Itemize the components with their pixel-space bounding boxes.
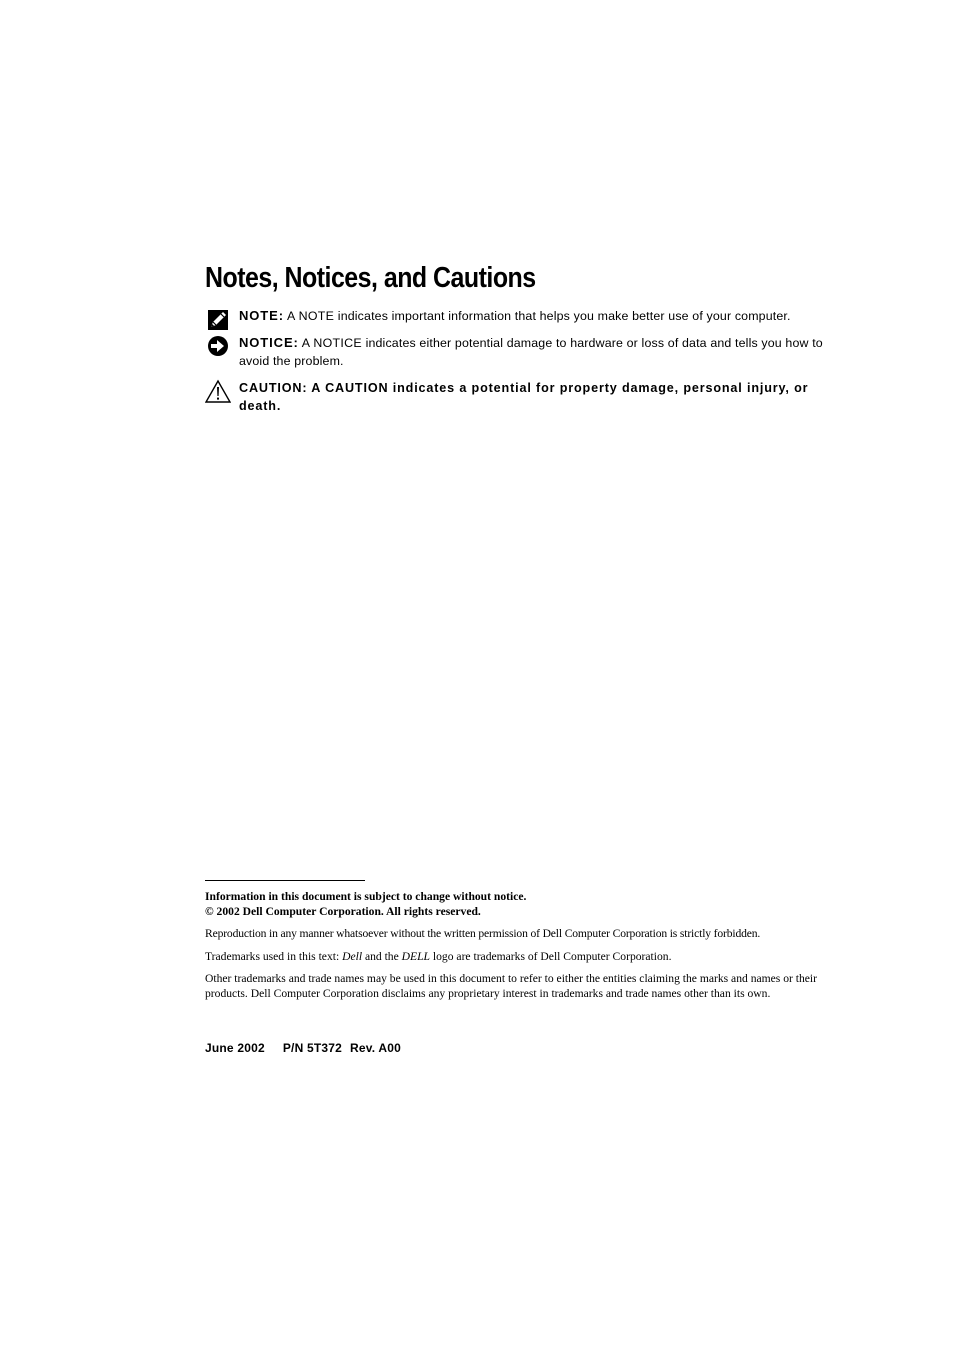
- publication-date: June 2002: [205, 1041, 265, 1055]
- caution-body: A CAUTION indicates a potential for property damage, personal injury, or death.: [239, 381, 809, 413]
- trademarks-suffix: logo are trademarks of Dell Computer Corporation.: [430, 950, 672, 963]
- change-notice: Information in this document is subject to change without notice.: [205, 890, 527, 903]
- trademark-dell-logo: DELL: [401, 950, 431, 963]
- part-info: [205, 1040, 401, 1056]
- caution-label: CAUTION:: [239, 381, 308, 395]
- part-number: P/N 5T372: [282, 1041, 343, 1055]
- trademarks-middle: and the: [362, 950, 402, 963]
- trademark-dell: Dell: [342, 950, 363, 963]
- note-keyword: A NOTE: [286, 309, 335, 323]
- note-admonition: [205, 307, 845, 325]
- caution-text: [239, 379, 845, 415]
- trademarks-prefix: Trademarks used in this text:: [205, 950, 343, 963]
- footer-divider: [205, 880, 365, 881]
- notice-arrow-icon: [205, 334, 231, 360]
- page-title: Notes, Notices, and Cautions: [205, 262, 536, 294]
- notice-body: indicates either potential damage to hardware or loss of data and tells you how to avoid the problem.: [239, 336, 823, 368]
- copyright-line: © 2002 Dell Computer Corporation. All rights reserved.: [205, 905, 481, 918]
- notice-text: [239, 334, 845, 370]
- note-body: indicates important information that helps you make better use of your computer.: [334, 309, 791, 323]
- notice-admonition: [205, 334, 845, 370]
- notice-label: NOTICE:: [239, 335, 299, 350]
- other-trademarks-notice: Other trademarks and trade names may be used in this document to refer to either the entities claiming the marks and names or their products. Dell Computer Corporation disclaims any proprietary interest in trademarks and trade names other than its own.: [205, 972, 818, 1000]
- reproduction-notice: Reproduction in any manner whatsoever without the written permission of Dell Computer Corporation is strictly forbidden.: [205, 927, 761, 940]
- revision: Rev. A00: [350, 1041, 401, 1055]
- note-pencil-icon: [205, 307, 231, 333]
- caution-admonition: [205, 379, 845, 415]
- notice-keyword: A NOTICE: [301, 336, 362, 350]
- note-text: [239, 307, 845, 325]
- caution-triangle-icon: [205, 379, 231, 405]
- note-label: NOTE:: [239, 308, 284, 323]
- trademarks-notice: [205, 950, 830, 965]
